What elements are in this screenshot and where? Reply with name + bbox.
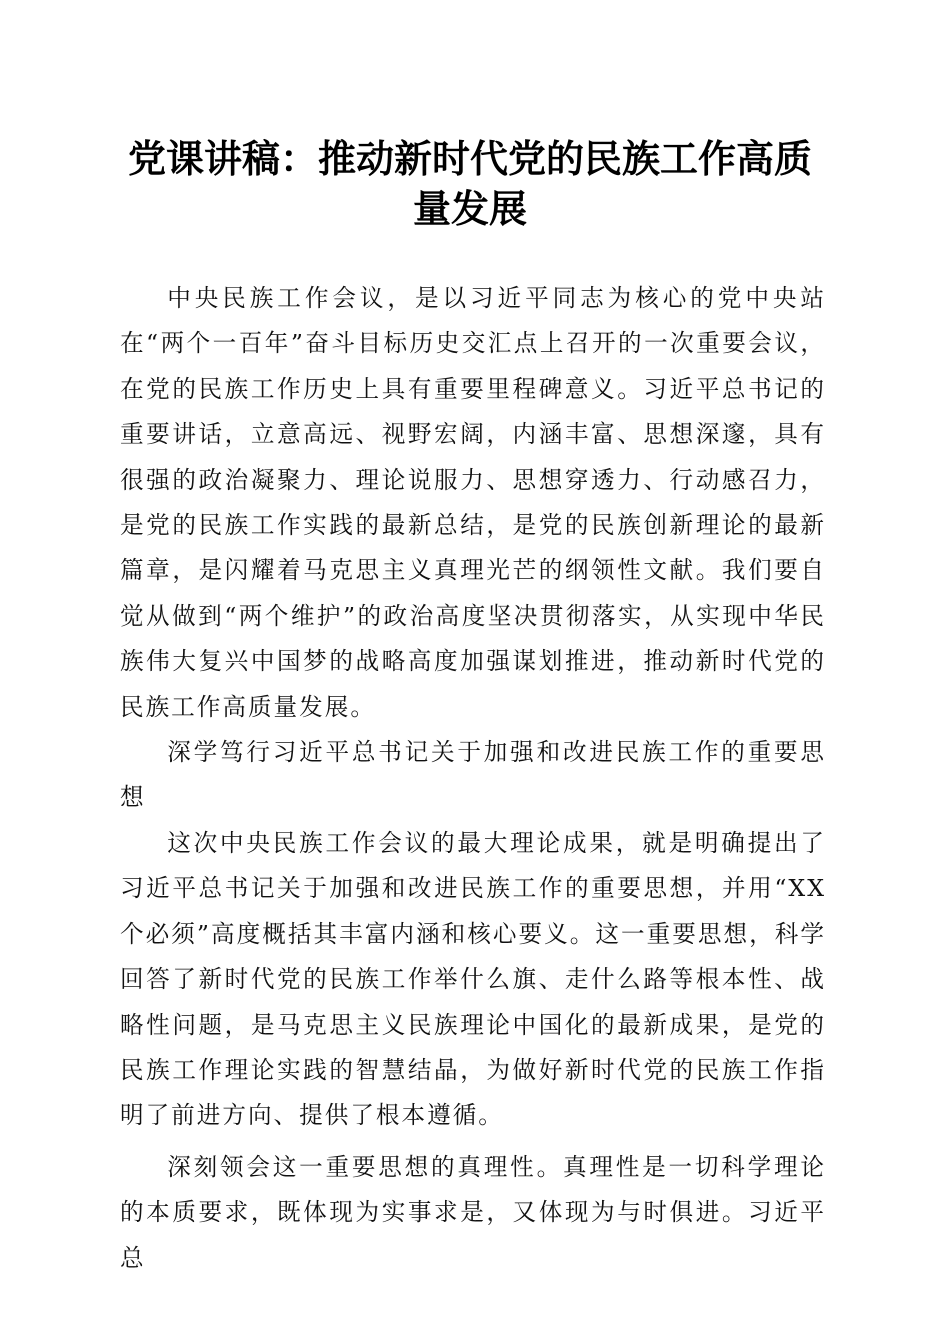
document-body: [120, 276, 826, 1281]
section-heading: 深学笃行习近平总书记关于加强和改进民族工作的重要思想: [120, 738, 826, 812]
document-title: 党课讲稿：推动新时代党的民族工作高质量发展: [127, 136, 812, 231]
paragraph-section-body: 这次中央民族工作会议的最大理论成果，就是明确提出了习近平总书记关于加强和改进民族工作的重要思想，并用“XX个必须”高度概括其丰富内涵和核心要义。这一重要思想，科学回答了新时代党的民族工作举什么旗、走什么路等根本性、战略性问题，是马克思主义民族理论中国化的最新成果，是党的民族工作理论实践的智慧结晶，为做好新时代党的民族工作指明了前进方向、提供了根本遵循。: [120, 828, 826, 1130]
paragraph-truth: 深刻领会这一重要思想的真理性。真理性是一切科学理论的本质要求，既体现为实事求是，又体现为与时俱进。习近平总: [120, 1152, 826, 1272]
paragraph-intro: 中央民族工作会议，是以习近平同志为核心的党中央站在“两个一百年”奋斗目标历史交汇点上召开的一次重要会议，在党的民族工作历史上具有重要里程碑意义。习近平总书记的重要讲话，立意高远、视野宏阔，内涵丰富、思想深邃，具有很强的政治凝聚力、理论说服力、思想穿透力、行动感召力，是党的民族工作实践的最新总结，是党的民族创新理论的最新篇章，是闪耀着马克思主义真理光芒的纲领性文献。我们要自觉从做到“两个维护”的政治高度坚决贯彻落实，从实现中华民族伟大复兴中国梦的战略高度加强谋划推进，推动新时代党的民族工作高质量发展。: [120, 284, 826, 721]
